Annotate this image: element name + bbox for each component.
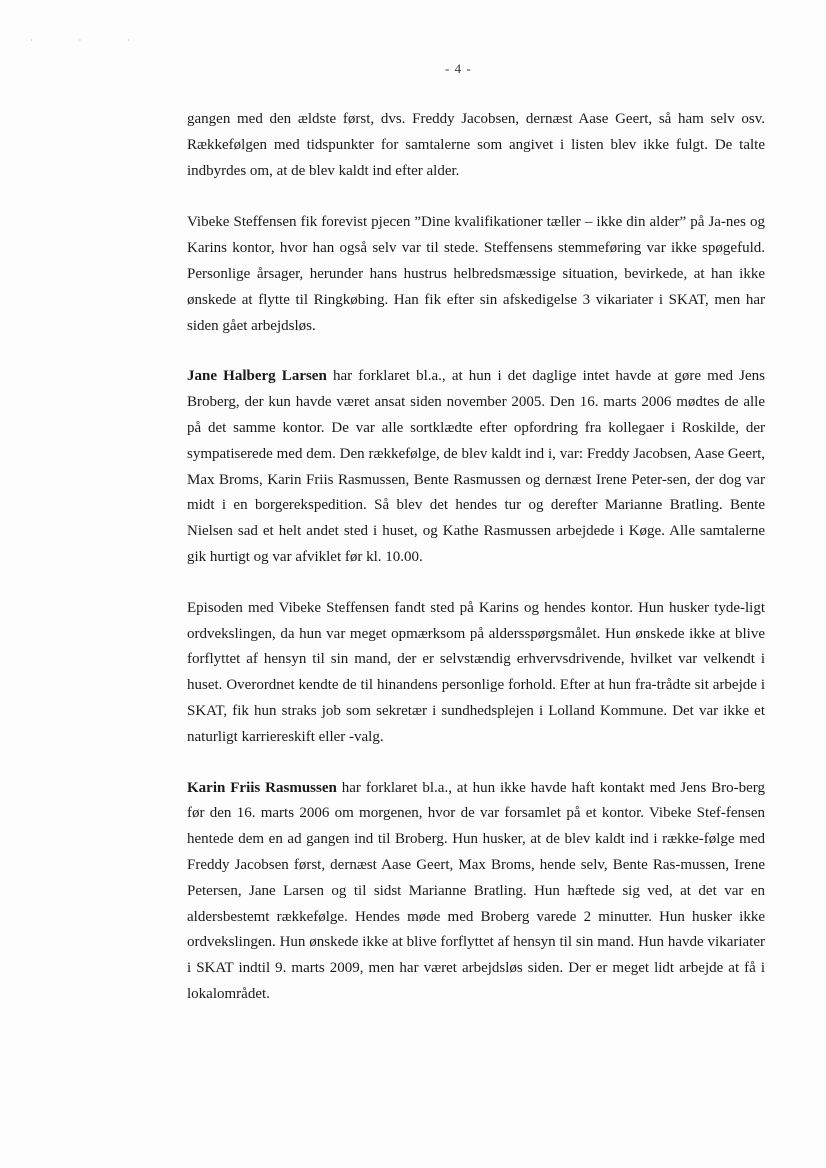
- scan-specks: · · ·: [30, 36, 152, 45]
- paragraph-4: [187, 596, 765, 751]
- witness-name: Karin Friis Rasmussen: [187, 779, 337, 796]
- paragraph-2: [187, 210, 765, 339]
- paragraph-1: [187, 107, 765, 184]
- paragraph-5: [187, 776, 765, 1008]
- paragraph-text: Episoden med Vibeke Steffensen fandt sted på Karins og hendes kontor. Hun husker tyde-ligt ordvekslingen, da hun var meget opmærksom på aldersspørgsmålet. Hun ønskede ikke at blive forflyttet af hensyn til sin mand, der er selvstændig erhvervsdrivende, hvilket var velkendt i huset. Overordnet kendte de til hinandens personlige forhold. Efter at hun fra-trådte sit arbejde i SKAT, fik hun straks job som sekretær i sundhedsplejen i Lolland Kommune. Det var ikke et naturligt karriereskift eller -valg.: [187, 599, 765, 745]
- page-number: - 4 -: [445, 61, 472, 76]
- paragraph-text: gangen med den ældste først, dvs. Freddy Jacobsen, dernæst Aase Geert, så ham selv osv. Rækkefølgen med tidspunkter for samtalerne som angivet i listen blev ikke fulgt. De talte indbyrdes om, at de blev kaldt ind efter alder.: [187, 111, 765, 179]
- paragraph-text: Vibeke Steffensen fik forevist pjecen ”Dine kvalifikationer tæller – ikke din alder” på Ja-nes og Karins kontor, hvor han også selv var til stede. Steffensens stemmeføring var ikke spøgefuld. Personlige årsager, herunder hans hustrus helbredsmæssige situation, bevirkede, at han ikke ønskede at flytte til Ringkøbing. Han fik efter sin afskedigelse 3 vikariater i SKAT, men har siden gået arbejdsløs.: [187, 214, 765, 334]
- body-text: [187, 107, 765, 1033]
- paragraph-text: har forklaret bl.a., at hun i det daglige intet havde at gøre med Jens Broberg, der kun havde været ansat siden november 2005. Den 16. marts 2006 mødtes de alle på det samme kontor. De var alle sortklædte efter opfordring fra kollegaer i Roskilde, der sympatiserede med dem. Den rækkefølge, de blev kaldt ind i, var: Freddy Jacobsen, Aase Geert, Max Broms, Karin Friis Rasmussen, Bente Rasmussen og dernæst Irene Peter-sen, der dog var midt i en borgerekspedition. Så blev det hendes tur og derefter Marianne Bratling. Bente Nielsen sad et helt andet sted i huset, og Kathe Rasmussen arbejdede i Køge. Alle samtalerne gik hurtigt og var afviklet før kl. 10.00.: [187, 368, 765, 565]
- paragraph-3: [187, 364, 765, 570]
- paragraph-text: har forklaret bl.a., at hun ikke havde haft kontakt med Jens Bro-berg før den 16. marts 2006 om morgenen, hvor de var forsamlet på et kontor. Vibeke Stef-fensen hentede dem en ad gangen ind til Broberg. Hun husker, at de blev kaldt ind i række-følge med Freddy Jacobsen først, dernæst Aase Geert, Max Broms, hende selv, Bente Ras-mussen, Irene Petersen, Jane Larsen og til sidst Marianne Bratling. Hun hæftede sig ved, at det var en aldersbestemt rækkefølge. Hendes møde med Broberg varede 2 minutter. Hun husker ikke ordvekslingen. Hun ønskede ikke at blive forflyttet af hensyn til sin mand. Hun havde vikariater i SKAT indtil 9. marts 2009, men har været arbejdsløs siden. Der er meget lidt arbejde at få i lokalområdet.: [187, 779, 765, 1002]
- witness-name: Jane Halberg Larsen: [187, 368, 327, 385]
